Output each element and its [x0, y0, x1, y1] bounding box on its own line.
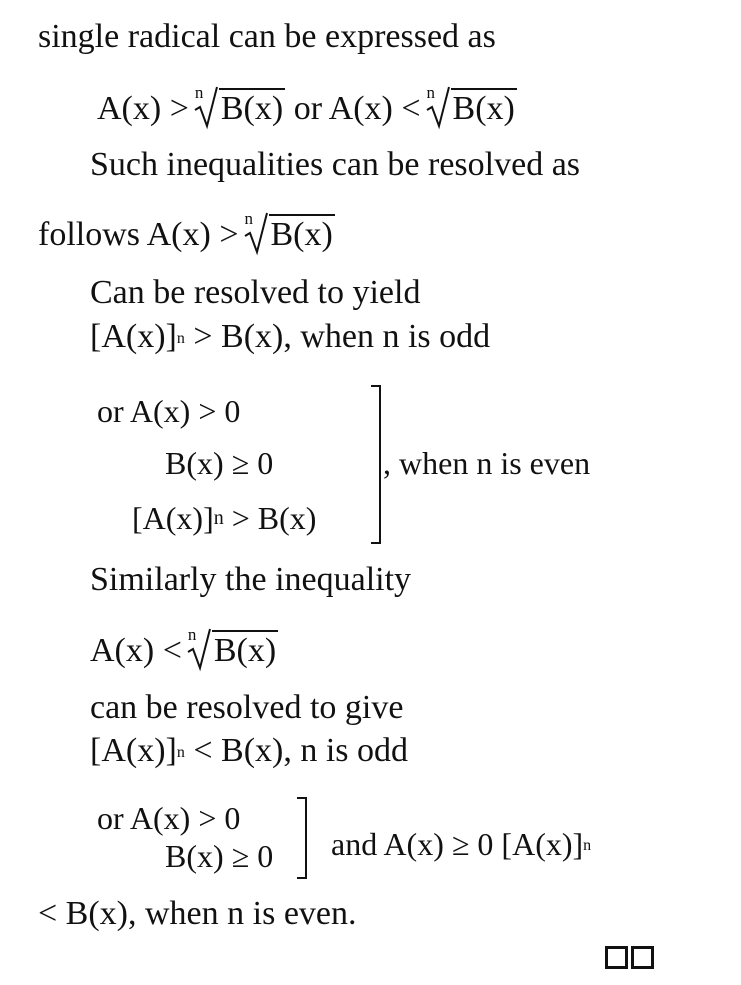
system2-row2: B(x) ≥ 0 [165, 838, 274, 874]
root-index: n [244, 209, 253, 228]
radical-sign-icon [425, 83, 449, 128]
radical-sign-icon [243, 209, 267, 254]
exponent: n [583, 837, 592, 854]
nth-root-1 [193, 83, 285, 129]
inequality-forms [97, 83, 517, 129]
system1-bracket [371, 385, 381, 544]
radical-sign-icon [193, 83, 217, 128]
system2-condition [331, 824, 591, 864]
end-mark-icon [602, 946, 654, 974]
text-line-9: can be resolved to give [90, 689, 404, 726]
text-line-10 [90, 731, 408, 771]
expr-or-a-lt: or A(x) < [293, 90, 421, 127]
text-line-11: < B(x), when n is even. [38, 895, 357, 932]
text-line-6 [90, 317, 490, 357]
system1-condition: , when n is even [383, 445, 591, 481]
system2-bracket [297, 797, 307, 879]
exponent: n [176, 330, 185, 347]
text-line-8 [90, 625, 278, 671]
expr-a-lt: A(x) < [90, 632, 182, 669]
system1-row1: or A(x) > 0 [97, 393, 241, 429]
text-line-4 [38, 209, 335, 255]
exponent: n [213, 507, 224, 529]
nth-root-3 [243, 209, 335, 255]
text-line-5: Can be resolved to yield [90, 274, 421, 311]
system1-row3 [132, 498, 316, 538]
square-icon [631, 946, 654, 969]
nth-root-4 [186, 625, 278, 671]
expr-part: [A(x)] [90, 318, 177, 355]
expr-part: and A(x) ≥ 0 [A(x)] [331, 826, 584, 862]
nth-root-2 [425, 83, 517, 129]
expr-part: < B(x), n is odd [184, 732, 409, 769]
radical-sign-icon [186, 625, 210, 670]
system1-row2: B(x) ≥ 0 [165, 445, 274, 481]
radicand: B(x) [220, 90, 284, 127]
text-line-3: Such inequalities can be resolved as [90, 146, 581, 183]
root-index: n [187, 625, 197, 644]
expr-part: [A(x)] [90, 732, 177, 769]
expr-part: > B(x) [223, 500, 317, 536]
text-line-1: single radical can be expressed as [38, 18, 496, 55]
radicand: B(x) [213, 632, 277, 669]
text-line-7: Similarly the inequality [90, 561, 412, 598]
radicand: B(x) [270, 216, 333, 253]
root-index: n [426, 83, 436, 102]
square-icon [605, 946, 628, 969]
root-index: n [194, 83, 204, 102]
expr-a-gt: A(x) > [97, 90, 189, 127]
exponent: n [176, 744, 185, 761]
expr-part: [A(x)] [132, 500, 214, 536]
system2-row1: or A(x) > 0 [97, 800, 241, 836]
expr-part: > B(x), when n is odd [184, 318, 491, 355]
radicand: B(x) [452, 90, 515, 127]
expr-follows: follows A(x) > [38, 216, 239, 253]
